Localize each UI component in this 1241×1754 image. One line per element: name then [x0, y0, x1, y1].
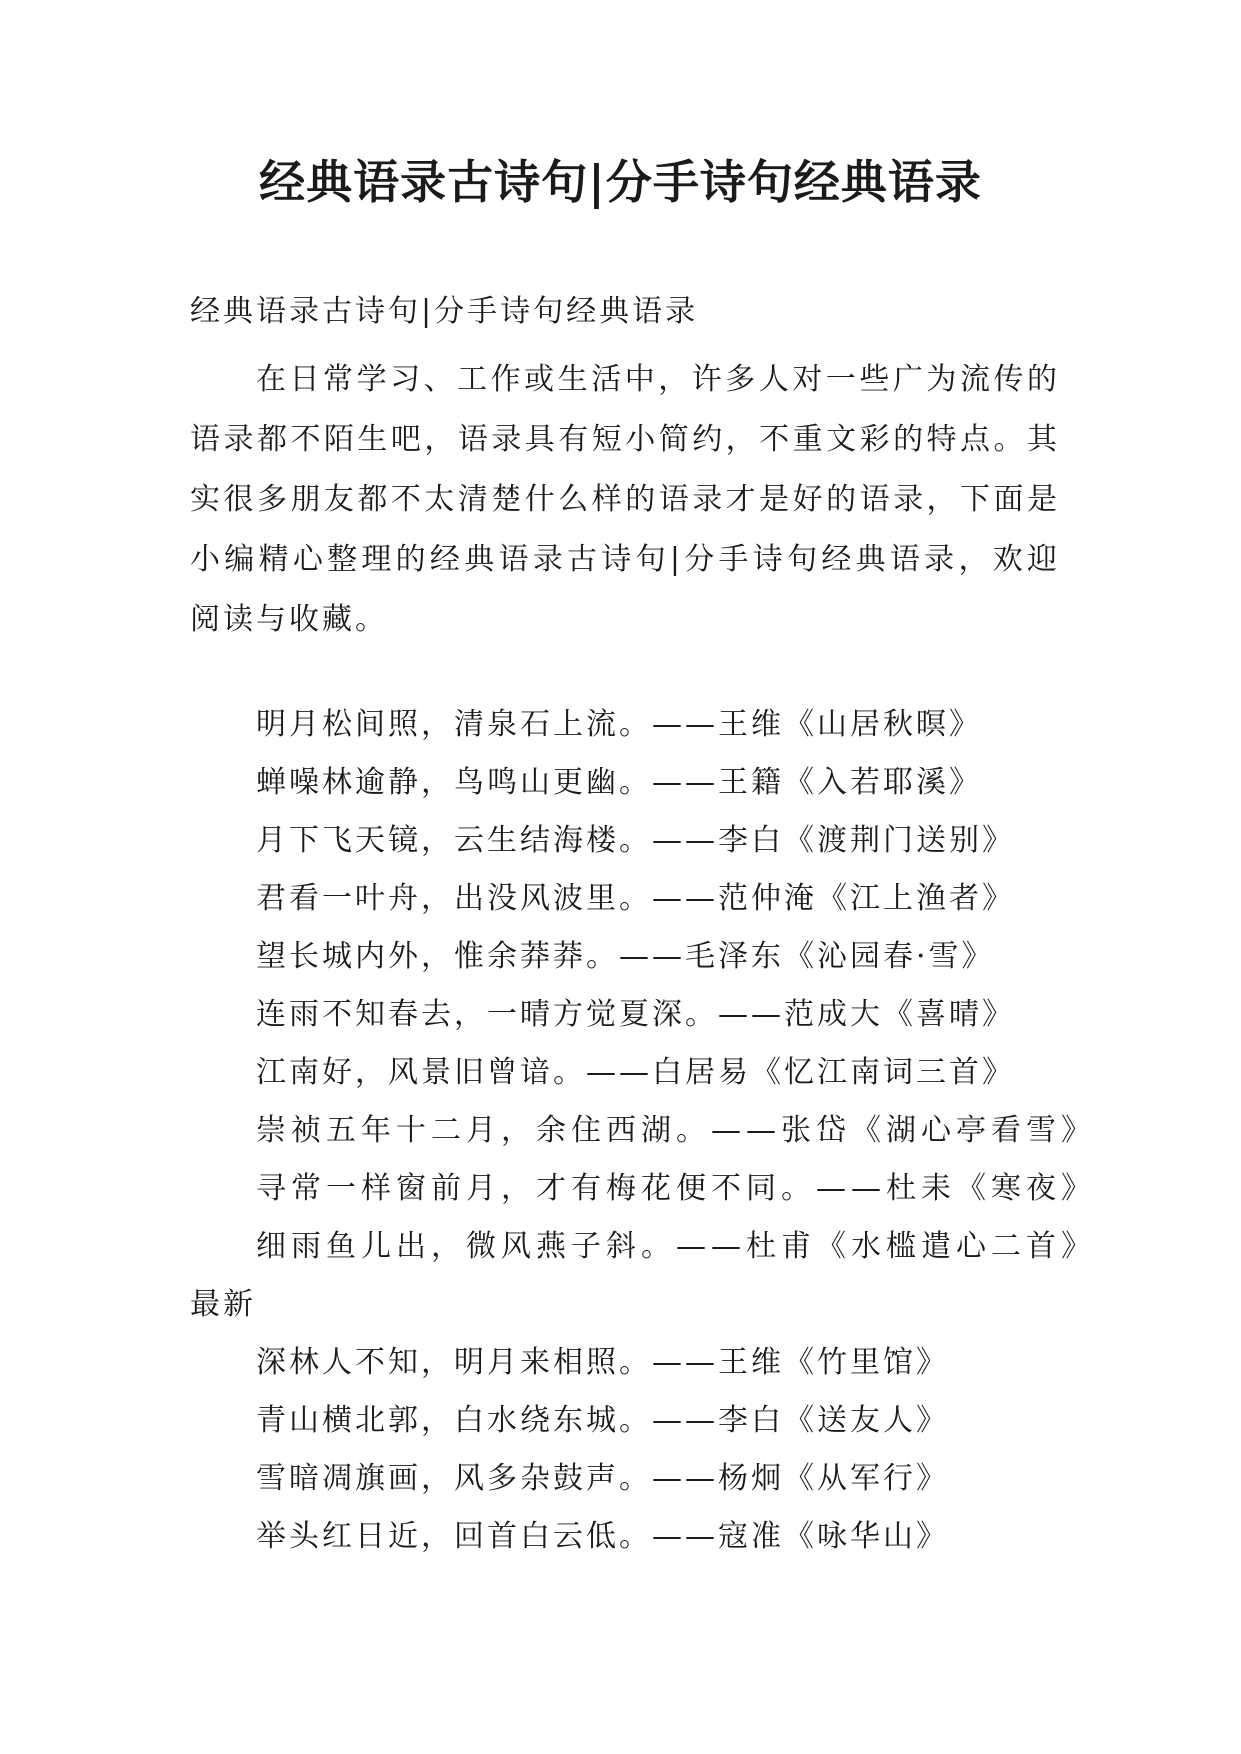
intro-paragraph: 在日常学习、工作或生活中，许多人对一些广为流传的语录都不陌生吧，语录具有短小简约，不重文彩的特点。其实很多朋友都不太清楚什么样的语录才是好的语录，下面是小编精心整理的经典语录古诗句|分手诗句经典语录，欢迎阅读与收藏。: [190, 362, 1060, 637]
quote-line: 崇祯五年十二月，余住西湖。——张岱《湖心亭看雪》: [256, 1113, 1096, 1148]
quote-line: 雪暗凋旗画，风多杂鼓声。——杨炯《从军行》: [256, 1461, 949, 1496]
page-title: 经典语录古诗句|分手诗句经典语录: [259, 155, 982, 209]
quote-line: 江南好，风景旧曾谙。——白居易《忆江南词三首》: [256, 1055, 1015, 1090]
quote-line: 蝉噪林逾静，鸟鸣山更幽。——王籍《入若耶溪》: [256, 765, 982, 800]
quote-line: 望长城内外，惟余莽莽。——毛泽东《沁园春·雪》: [256, 939, 995, 974]
quote-line: 连雨不知春去，一晴方觉夏深。——范成大《喜晴》: [256, 997, 1015, 1032]
quote-line: 君看一叶舟，出没风波里。——范仲淹《江上渔者》: [256, 881, 1015, 916]
quote-list: [190, 696, 1096, 1566]
latest-label: 最新: [190, 1287, 256, 1322]
quote-line: 青山横北郭，白水绕东城。——李白《送友人》: [256, 1403, 949, 1438]
quote-line: 寻常一样窗前月，才有梅花便不同。——杜耒《寒夜》: [256, 1171, 1096, 1206]
quote-line: 深林人不知，明月来相照。——王维《竹里馆》: [256, 1345, 949, 1380]
quote-line: 举头红日近，回首白云低。——寇准《咏华山》: [256, 1519, 949, 1554]
subtitle: 经典语录古诗句|分手诗句经典语录: [190, 294, 699, 329]
quote-line: 月下飞天镜，云生结海楼。——李白《渡荆门送别》: [256, 823, 1015, 858]
quote-line: 明月松间照，清泉石上流。——王维《山居秋暝》: [256, 707, 982, 742]
quote-line: 细雨鱼儿出，微风燕子斜。——杜甫《水槛遣心二首》: [256, 1229, 1096, 1264]
